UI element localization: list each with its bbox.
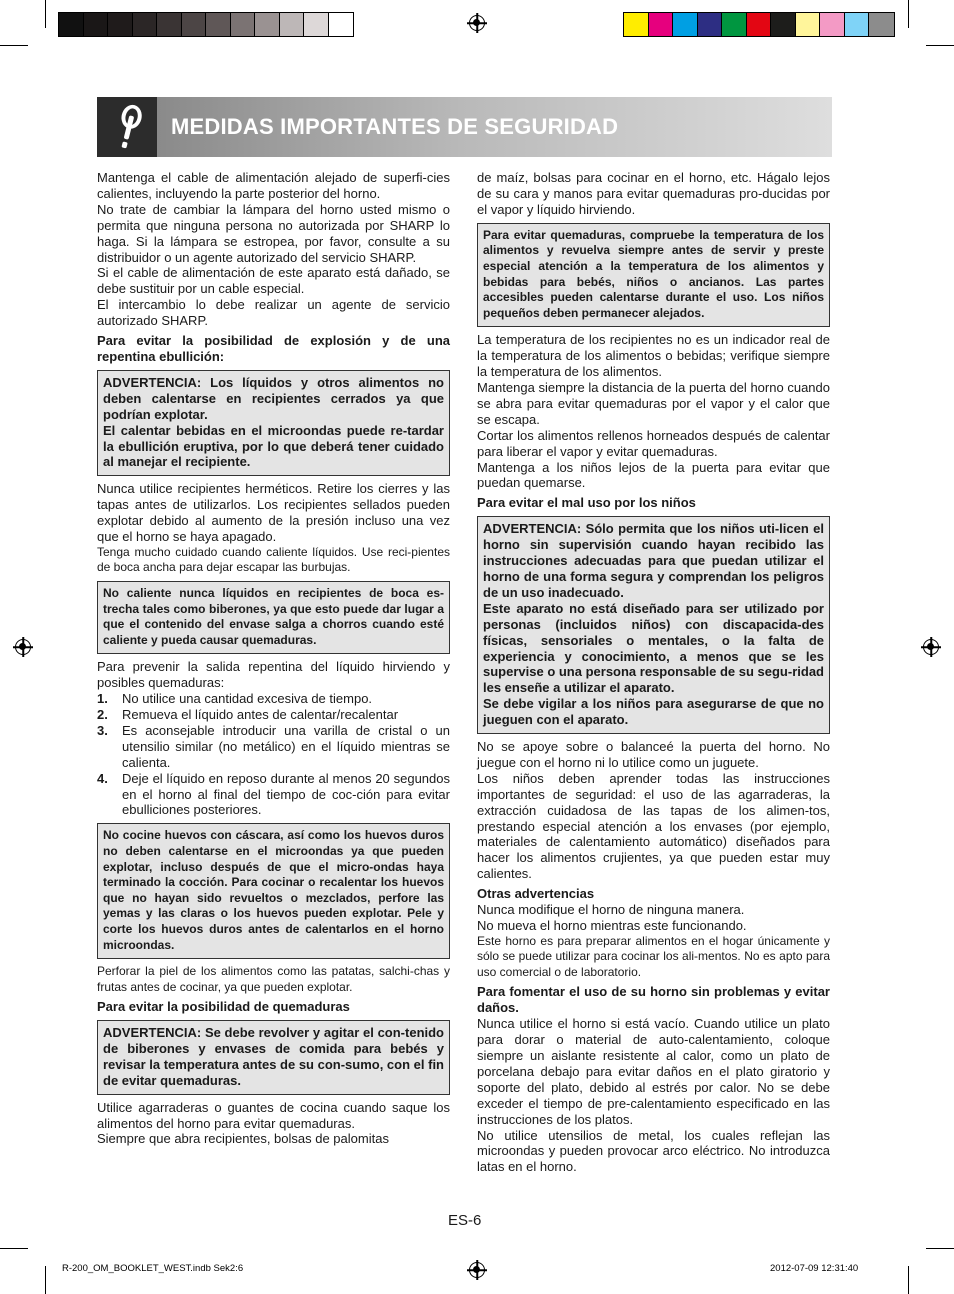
crop-mark bbox=[926, 45, 954, 46]
color-swatch bbox=[796, 13, 821, 36]
paragraph: Nunca modifique el horno de ninguna manera. bbox=[477, 902, 745, 918]
paragraph: Para prevenir la salida repentina del líquido hirviendo y posibles quemaduras: bbox=[97, 659, 450, 691]
crop-mark bbox=[926, 1248, 954, 1249]
color-swatch bbox=[624, 13, 649, 36]
warning-text: No cocine huevos con cáscara, así como los huevos duros no deben calentarse en el microondas ya que pueden explotar, incluso después de que el micro-ondas haya terminado la cocción. Para cocinar o recalentar los huevos que no hayan sido revueltos o mezclados, perfore las yemas y las claras o los huevos pueden explotar. Pele y corte los huevos duros antes de calentarlos en el horno microondas. bbox=[103, 828, 444, 952]
paragraph: Nunca utilice recipientes herméticos. Retire los cierres y las tapas antes de utilizarlos. Los recipientes sellados pueden explotar debido al aumento de la presión incluso una vez que el horno se haya apagado. bbox=[97, 481, 450, 545]
warning-box bbox=[477, 516, 830, 734]
color-swatch bbox=[649, 13, 674, 36]
paragraph: Mantenga a los niños lejos de la puerta para evitar que puedan quemarse. bbox=[477, 459, 830, 491]
color-swatch bbox=[108, 13, 133, 36]
section-heading: Para evitar la posibilidad de explosión y de una repentina ebullición: bbox=[97, 333, 450, 364]
paragraph: de maíz, bolsas para cocinar en el horno, etc. Hágalo lejos de su cara y manos para evitar quemaduras pro-ducidas por el vapor y líquido hirviendo. bbox=[477, 170, 830, 217]
crop-mark bbox=[0, 1248, 28, 1249]
paragraph: Mantenga el cable de alimentación alejado de superfi-cies calientes, incluyendo la parte posterior del horno. bbox=[97, 170, 450, 201]
header-bar bbox=[157, 97, 832, 157]
list-item bbox=[97, 723, 450, 771]
warning-text: Para evitar quemaduras, compruebe la temperatura de los alimentos y revuelva siempre antes de servir y preste especial atención a la temperatura de los alimentos y bebidas para bebés, niños o ancianos. Las partes accesibles pueden calentarse durante el uso. Los niños pequeños deben permanecer alejados. bbox=[483, 227, 824, 320]
paragraph: No se apoye sobre o balanceé la puerta del horno. No juegue con el horno ni lo utilice como un juguete. bbox=[477, 739, 830, 770]
list-text: Remueva el líquido antes de calentar/recalentar bbox=[122, 707, 399, 723]
color-swatch bbox=[771, 13, 796, 36]
color-swatch bbox=[206, 13, 231, 36]
list-text: No utilice una cantidad excesiva de tiempo. bbox=[122, 691, 373, 707]
page-title: MEDIDAS IMPORTANTES DE SEGURIDAD bbox=[171, 114, 619, 139]
list-number: 3. bbox=[97, 722, 108, 738]
color-swatch bbox=[820, 13, 845, 36]
color-swatch bbox=[59, 13, 84, 36]
color-swatch bbox=[698, 13, 723, 36]
color-swatch bbox=[231, 13, 256, 36]
paragraph: Perforar la piel de los alimentos como las patatas, salchi-chas y frutas antes de cocinar, ya que pueden explotar. bbox=[97, 964, 450, 994]
paragraph: No utilice utensilios de metal, los cuales reflejan las microondas y pueden provocar arco eléctrico. No introduzca latas en el horno. bbox=[477, 1127, 830, 1175]
list-number: 1. bbox=[97, 691, 108, 707]
paragraph: Tenga mucho cuidado cuando caliente líquidos. Use reci-pientes de boca ancha para dejar escapar las burbujas. bbox=[97, 544, 450, 575]
list-item bbox=[97, 691, 450, 707]
list-text: Es aconsejable introducir una varilla de cristal o un utensilio similar (no metálico) en el líquido mientras se calienta. bbox=[122, 722, 450, 770]
color-swatch bbox=[255, 13, 280, 36]
paragraph: No mueva el horno mientras este funcionando. bbox=[477, 918, 747, 933]
warning-text: El calentar bebidas en el microondas puede re-tardar la ebullición eruptiva, por lo que deberá tener cuidado al manejar el recipiente. bbox=[103, 422, 444, 470]
paragraph: Nunca utilice el horno si está vacío. Cuando utilice un plato para dorar o material de auto-calentamiento, coloque siempre un aislante resistente al calor, como un plato de porcelana debajo para evitar daños en el plato giratorio y soporte del plato, debido al estrés por calor. No se debe exceder el tiempo de pre-calentamiento especificado en las instrucciones de los platos. bbox=[477, 1016, 830, 1127]
color-swatch bbox=[673, 13, 698, 36]
color-swatch bbox=[84, 13, 109, 36]
list-text: Deje el líquido en reposo durante al menos 20 segundos en el horno al final del tiempo de coc-ción para evitar ebulliciones posteriores. bbox=[122, 770, 450, 818]
registration-mark-icon bbox=[923, 639, 939, 655]
color-swatch bbox=[747, 13, 772, 36]
section-heading: Para fomentar el uso de su horno sin problemas y evitar daños. bbox=[477, 984, 830, 1016]
crop-mark bbox=[0, 45, 28, 46]
right-column bbox=[477, 170, 830, 1175]
print-date: 2012-07-09 12:31:40 bbox=[770, 1263, 859, 1274]
color-swatch bbox=[722, 13, 747, 36]
color-swatch bbox=[304, 13, 329, 36]
color-swatch bbox=[845, 13, 870, 36]
paragraph: Utilice agarraderas o guantes de cocina cuando saque los alimentos del horno para evitar quemaduras. bbox=[97, 1099, 450, 1131]
warning-text: No caliente nunca líquidos en recipientes de boca es-trecha tales como biberones, ya que esto puede dar lugar a que el contenido del envase salga a chorros cuando esté caliente y pueda causar quemaduras. bbox=[103, 585, 444, 647]
crop-mark bbox=[908, 1266, 909, 1294]
cmyk-color-bar bbox=[623, 12, 895, 37]
paragraph: No trate de cambiar la lámpara del horno usted mismo o permita que ninguna persona no autorizada por SHARP lo haga. Si la lámpara se estropea, por favor, consulte a su distribuidor o un agente autorizado del servicio SHARP. bbox=[97, 201, 450, 265]
crop-mark bbox=[45, 0, 46, 28]
paragraph: La temperatura de los recipientes no es un indicador real de la temperatura de los alimentos o bebidas; verifique siempre la temperatura de los alimentos. bbox=[477, 332, 830, 380]
registration-mark-icon bbox=[15, 639, 31, 655]
page-number: ES-6 bbox=[448, 1212, 482, 1229]
warning-text: ADVERTENCIA: Se debe revolver y agitar el con-tenido de biberones y envases de comida para bebés y revisar la temperatura antes de su con-sumo, con el fin de evitar quemaduras. bbox=[103, 1025, 444, 1088]
section-heading: Para evitar la posibilidad de quemaduras bbox=[97, 999, 350, 1015]
section-heading: Para evitar el mal uso por los niños bbox=[477, 495, 696, 511]
left-column bbox=[97, 170, 450, 1147]
numbered-list bbox=[97, 691, 450, 818]
list-item bbox=[97, 771, 450, 819]
paragraph: Si el cable de alimentación de este aparato está dañado, se debe sustituir por un cable especial. bbox=[97, 265, 450, 297]
section-heading: Otras advertencias bbox=[477, 886, 595, 902]
warning-box bbox=[97, 823, 450, 959]
color-swatch bbox=[133, 13, 158, 36]
crop-mark bbox=[45, 1266, 46, 1294]
warning-box bbox=[477, 223, 830, 328]
paragraph: Los niños deben aprender todas las instrucciones importantes de seguridad: el uso de las agarraderas, la extracción cuidadosa de las tapas de los alimen-tos, prestando especial atención a los envases (por ejemplo, materiales de calentamiento automático) diseñados para hacer los alimentos crujientes, ya que pueden estar muy calientes. bbox=[477, 770, 830, 882]
list-number: 2. bbox=[97, 707, 108, 723]
color-swatch bbox=[869, 13, 894, 36]
warning-text: Este aparato no está diseñado para ser utilizado por personas (incluidos niños) con discapacida-des físicas, sensoriales o mentales, o la falta de experiencia y conocimiento, a menos que se les supervise o una persona responsable de su segu-ridad les enseñe a utilizar el aparato. bbox=[483, 600, 824, 696]
paragraph: Siempre que abra recipientes, bolsas de palomitas bbox=[97, 1131, 389, 1147]
paragraph: El intercambio lo debe realizar un agente de servicio autorizado SHARP. bbox=[97, 297, 450, 329]
registration-mark-icon bbox=[469, 15, 485, 31]
warning-text: ADVERTENCIA: Los líquidos y otros alimentos no deben calentarse en recipientes cerrados ya que podrían explotar. bbox=[103, 374, 444, 422]
warning-exclamation-icon bbox=[97, 97, 157, 157]
list-item bbox=[97, 707, 450, 723]
paragraph: Este horno es para preparar alimentos en el hogar únicamente y sólo se puede utilizar para cocinar los ali-mentos. No es apto para uso comercial o de laboratorio. bbox=[477, 933, 830, 979]
warning-box bbox=[97, 581, 450, 654]
file-info: R-200_OM_BOOKLET_WEST.indb Sek2:6 bbox=[62, 1263, 244, 1274]
grayscale-color-bar bbox=[58, 12, 354, 37]
color-swatch bbox=[182, 13, 207, 36]
list-number: 4. bbox=[97, 770, 108, 786]
warning-text: ADVERTENCIA: Sólo permita que los niños uti-licen el horno sin supervisión cuando hayan recibido las instrucciones adecuadas para que puedan utilizar el horno de una forma segura y comprendan los peligros de un uso inadecuado. bbox=[483, 521, 824, 600]
registration-mark-icon bbox=[469, 1262, 485, 1278]
color-swatch bbox=[280, 13, 305, 36]
color-swatch bbox=[157, 13, 182, 36]
crop-mark bbox=[908, 0, 909, 28]
warning-box bbox=[97, 370, 450, 476]
section-header bbox=[97, 97, 832, 157]
color-swatch bbox=[329, 13, 354, 36]
paragraph: Cortar los alimentos rellenos horneados después de calentar para liberar el vapor y evitar quemaduras. bbox=[477, 427, 830, 459]
paragraph: Mantenga siempre la distancia de la puerta del horno cuando se abra para evitar quemaduras por el vapor y el calor que se escapa. bbox=[477, 380, 830, 427]
warning-box bbox=[97, 1020, 450, 1095]
warning-text: Se debe vigilar a los niños para asegurarse de que no jueguen con el aparato. bbox=[483, 696, 824, 728]
